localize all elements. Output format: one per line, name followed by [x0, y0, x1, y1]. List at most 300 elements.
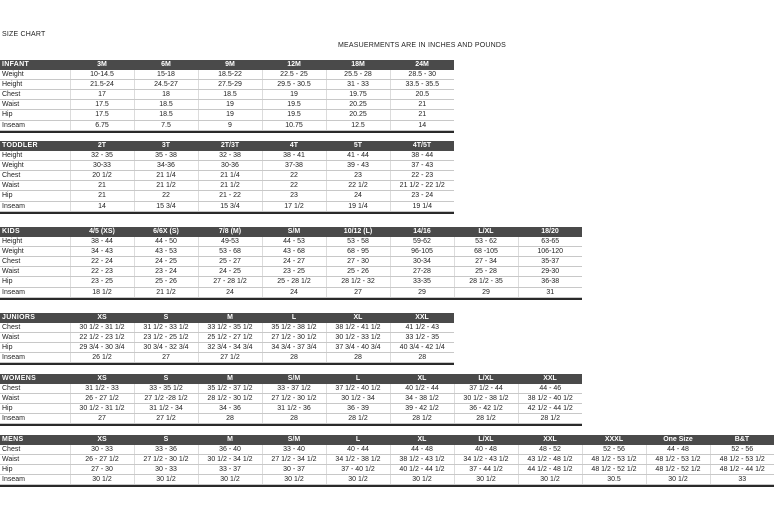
measurement-value: 25 1/2 - 27 1/2 [198, 332, 262, 342]
measurement-value: 23 [326, 170, 390, 180]
size-header: 14/16 [390, 227, 454, 237]
size-header: 4T [262, 141, 326, 151]
measurement-value: 18.5-22 [198, 70, 262, 80]
measurement-value: 18 1/2 [70, 287, 134, 297]
kids-header-row [0, 227, 582, 237]
measurement-value: 30 1/2 - 31 1/2 [70, 403, 134, 413]
measurement-value: 96-105 [390, 246, 454, 256]
measurement-value: 34 3/4 - 37 3/4 [262, 342, 326, 352]
size-header: M [198, 374, 262, 384]
measurement-value: 20.5 [390, 89, 454, 99]
measurement-value: 53 - 62 [454, 237, 518, 247]
measurement-value: 48 1/2 - 53 1/2 [582, 454, 646, 464]
measurement-value: 35 1/2 - 38 1/2 [262, 323, 326, 333]
measurement-value: 30 1/2 [390, 475, 454, 485]
measurement-value: 6.75 [70, 120, 134, 130]
measurement-value: 27 [134, 353, 198, 363]
size-header: L [326, 435, 390, 445]
measurement-value: 34-36 [134, 160, 198, 170]
measurement-value: 33 - 40 [262, 445, 326, 455]
table-row [0, 393, 582, 403]
size-header: 12M [262, 60, 326, 70]
measurement-value: 21 1/2 [134, 287, 198, 297]
table-row [0, 79, 454, 89]
measurement-value: 30-36 [198, 160, 262, 170]
table-row [0, 454, 774, 464]
measurement-label: Hip [0, 277, 70, 287]
measurement-label: Chest [0, 384, 70, 394]
measurement-value: 34 - 38 1/2 [390, 393, 454, 403]
table-row [0, 100, 454, 110]
measurement-value: 22 1/2 [326, 181, 390, 191]
measurement-value: 27 1/2 -28 1/2 [134, 393, 198, 403]
measurement-label: Waist [0, 393, 70, 403]
table-row [0, 191, 454, 201]
measurement-value: 19 [262, 89, 326, 99]
measurement-label: Waist [0, 181, 70, 191]
juniors-size-table [0, 313, 454, 363]
measurement-value: 28 1/2 [390, 414, 454, 424]
measurement-value: 17 [70, 89, 134, 99]
measurement-value: 29 [390, 287, 454, 297]
measurement-value: 10.75 [262, 120, 326, 130]
measurement-value: 18.5 [134, 110, 198, 120]
measurement-value: 59-62 [390, 237, 454, 247]
size-header: XXL [518, 374, 582, 384]
measurement-value: 17.5 [70, 110, 134, 120]
measurement-value: 44 - 46 [518, 384, 582, 394]
measurement-value: 33 1/2 - 35 [390, 332, 454, 342]
measurement-value: 33 - 36 [134, 445, 198, 455]
measurement-value: 35 1/2 - 37 1/2 [198, 384, 262, 394]
measurement-value: 63-65 [518, 237, 582, 247]
size-header: XL [390, 435, 454, 445]
measurement-label: Chest [0, 89, 70, 99]
size-header: L [326, 374, 390, 384]
table-row [0, 277, 582, 287]
measurement-value: 40 - 44 [326, 445, 390, 455]
table-row [0, 287, 582, 297]
measurement-value: 36-38 [518, 277, 582, 287]
section-title: JUNIORS [0, 313, 70, 323]
measurement-value: 39 - 42 1/2 [390, 403, 454, 413]
measurement-value: 33 - 35 1/2 [134, 384, 198, 394]
infant-size-table [0, 60, 454, 131]
measurement-value: 27 - 30 [326, 256, 390, 266]
measurement-value: 25 - 28 [454, 267, 518, 277]
section-title: MENS [0, 435, 70, 445]
measurement-value: 36 - 39 [326, 403, 390, 413]
measurement-value: 38 1/2 - 40 1/2 [518, 393, 582, 403]
mens-size-table [0, 435, 774, 485]
measurement-value: 30-34 [390, 256, 454, 266]
measurement-label: Inseam [0, 414, 70, 424]
measurement-value: 19 1/4 [326, 201, 390, 211]
measurement-value: 32 - 38 [198, 151, 262, 161]
measurement-value: 38 - 44 [390, 151, 454, 161]
measurement-value: 31 [518, 287, 582, 297]
measurement-value: 41 - 44 [326, 151, 390, 161]
measurement-value: 37 - 40 1/2 [326, 464, 390, 474]
measurement-label: Inseam [0, 287, 70, 297]
measurement-value: 34 - 43 [70, 246, 134, 256]
size-header: One Size [646, 435, 710, 445]
measurement-label: Hip [0, 191, 70, 201]
measurement-value: 21 [70, 191, 134, 201]
measurement-value: 38 1/2 - 43 1/2 [390, 454, 454, 464]
size-header: L [262, 313, 326, 323]
measurement-value: 37 1/2 - 40 1/2 [326, 384, 390, 394]
measurement-value: 68 - 95 [326, 246, 390, 256]
measurement-label: Inseam [0, 201, 70, 211]
table-row [0, 267, 582, 277]
measurement-value: 28 1/2 [454, 414, 518, 424]
measurement-value: 25 - 26 [134, 277, 198, 287]
toddler-size-table [0, 141, 454, 212]
measurement-value: 22 - 24 [70, 256, 134, 266]
measurement-value: 21.5-24 [70, 79, 134, 89]
size-header: L/XL [454, 227, 518, 237]
measurement-value: 24 - 25 [198, 267, 262, 277]
measurement-value: 30-33 [70, 160, 134, 170]
table-row [0, 120, 454, 130]
measurement-value: 27 [70, 414, 134, 424]
measurement-value: 30 1/2 [646, 475, 710, 485]
measurement-value: 27 - 30 [70, 464, 134, 474]
measurement-value: 32 3/4 - 34 3/4 [198, 342, 262, 352]
measurement-value: 40 3/4 - 42 1/4 [390, 342, 454, 352]
table-row [0, 342, 454, 352]
measurement-value: 22 1/2 - 23 1/2 [70, 332, 134, 342]
measurement-label: Hip [0, 403, 70, 413]
measurement-value: 43 - 68 [262, 246, 326, 256]
table-row [0, 353, 454, 363]
measurement-value: 34 1/2 - 43 1/2 [454, 454, 518, 464]
measurement-value: 21 1/2 - 22 1/2 [390, 181, 454, 191]
table-row [0, 332, 454, 342]
measurement-value: 21 [70, 181, 134, 191]
measurement-value: 30 1/2 - 34 1/2 [198, 454, 262, 464]
measurement-value: 53 - 58 [326, 237, 390, 247]
size-header: 6M [134, 60, 198, 70]
size-header: 10/12 (L) [326, 227, 390, 237]
measurement-value: 23 1/2 - 25 1/2 [134, 332, 198, 342]
measurement-value: 27 1/2 - 30 1/2 [262, 332, 326, 342]
measurement-value: 38 1/2 - 41 1/2 [326, 323, 390, 333]
measurement-label: Height [0, 237, 70, 247]
measurement-value: 33.5 - 35.5 [390, 79, 454, 89]
table-row [0, 256, 582, 266]
measurement-value: 52 - 56 [710, 445, 774, 455]
size-header: 24M [390, 60, 454, 70]
size-header: 4/5 (XS) [70, 227, 134, 237]
measurement-value: 34 1/2 - 38 1/2 [326, 454, 390, 464]
measurement-label: Waist [0, 332, 70, 342]
measurement-label: Waist [0, 454, 70, 464]
measurement-value: 15 3/4 [134, 201, 198, 211]
size-header: S/M [262, 374, 326, 384]
size-header: 6/6X (S) [134, 227, 198, 237]
measurement-value: 26 1/2 [70, 353, 134, 363]
measurement-value: 30 1/2 - 33 1/2 [326, 332, 390, 342]
measurement-value: 30 1/2 [326, 475, 390, 485]
measurement-value: 9 [198, 120, 262, 130]
measurement-value: 21 1/4 [134, 170, 198, 180]
measurement-value: 30 3/4 - 32 3/4 [134, 342, 198, 352]
table-row [0, 475, 774, 485]
juniors-bottom-rule [0, 363, 454, 365]
measurement-label: Chest [0, 256, 70, 266]
measurement-value: 35-37 [518, 256, 582, 266]
measurement-value: 37 - 43 [390, 160, 454, 170]
measurement-label: Inseam [0, 475, 70, 485]
measurement-value: 20 1/2 [70, 170, 134, 180]
size-header: 9M [198, 60, 262, 70]
measurement-label: Hip [0, 110, 70, 120]
measurement-value: 17 1/2 [262, 201, 326, 211]
size-header: 5T [326, 141, 390, 151]
womens-header-row [0, 374, 582, 384]
measurement-value: 28 [326, 353, 390, 363]
measurement-value: 17.5 [70, 100, 134, 110]
measurement-value: 31 1/2 - 33 1/2 [134, 323, 198, 333]
measurement-value: 12.5 [326, 120, 390, 130]
table-row [0, 70, 454, 80]
mens-bottom-rule [0, 485, 774, 487]
measurement-value: 24 - 25 [134, 256, 198, 266]
measurement-value: 27 1/2 - 34 1/2 [262, 454, 326, 464]
measurement-value: 28 1/2 - 32 [326, 277, 390, 287]
measurement-value: 26 - 27 1/2 [70, 393, 134, 403]
size-header: 3M [70, 60, 134, 70]
measurement-value: 44 - 53 [262, 237, 326, 247]
measurement-value: 30 1/2 [518, 475, 582, 485]
measurement-value: 23 [262, 191, 326, 201]
table-row [0, 170, 454, 180]
measurement-value: 30.5 [582, 475, 646, 485]
measurement-value: 37 3/4 - 40 3/4 [326, 342, 390, 352]
mens-header-row [0, 435, 774, 445]
measurement-value: 21 [390, 110, 454, 120]
measurement-value: 22 [134, 191, 198, 201]
measurement-value: 29-30 [518, 267, 582, 277]
measurement-value: 21 1/2 [198, 181, 262, 191]
measurement-value: 30 1/2 - 31 1/2 [70, 323, 134, 333]
size-header: 18M [326, 60, 390, 70]
size-header: XL [390, 374, 454, 384]
measurement-value: 38 - 44 [70, 237, 134, 247]
measurement-value: 27 1/2 [198, 353, 262, 363]
measurement-value: 27 - 28 1/2 [198, 277, 262, 287]
measurement-label: Hip [0, 464, 70, 474]
measurement-value: 33 - 37 1/2 [262, 384, 326, 394]
measurement-label: Height [0, 151, 70, 161]
size-header: XXL [518, 435, 582, 445]
measurement-value: 40 1/2 - 44 1/2 [390, 464, 454, 474]
measurement-value: 24 [198, 287, 262, 297]
measurement-value: 36 - 42 1/2 [454, 403, 518, 413]
measurement-value: 18.5 [134, 100, 198, 110]
measurement-value: 48 1/2 - 52 1/2 [582, 464, 646, 474]
measurement-label: Weight [0, 70, 70, 80]
measurement-value: 30 - 33 [70, 445, 134, 455]
measurement-value: 28 1/2 - 30 1/2 [198, 393, 262, 403]
measurement-value: 43 1/2 - 48 1/2 [518, 454, 582, 464]
measurement-value: 30 - 33 [134, 464, 198, 474]
table-row [0, 160, 454, 170]
measurement-value: 31 1/2 - 36 [262, 403, 326, 413]
size-header: L/XL [454, 435, 518, 445]
measurement-value: 15 3/4 [198, 201, 262, 211]
table-row [0, 201, 454, 211]
measurement-label: Chest [0, 323, 70, 333]
measurement-value: 23 - 25 [262, 267, 326, 277]
table-row [0, 403, 582, 413]
measurement-label: Chest [0, 445, 70, 455]
measurement-value: 44 - 48 [646, 445, 710, 455]
measurement-value: 24 [326, 191, 390, 201]
size-header: XXL [390, 313, 454, 323]
table-row [0, 89, 454, 99]
measurement-value: 27 1/2 [134, 414, 198, 424]
table-row [0, 414, 582, 424]
measurement-value: 15-18 [134, 70, 198, 80]
measurement-label: Waist [0, 267, 70, 277]
measurement-value: 22 - 23 [390, 170, 454, 180]
measurement-value: 28 [262, 414, 326, 424]
measurement-value: 40 1/2 - 44 [390, 384, 454, 394]
measurement-value: 48 1/2 - 53 1/2 [646, 454, 710, 464]
measurement-value: 28 1/2 - 35 [454, 277, 518, 287]
measurement-value: 68 -105 [454, 246, 518, 256]
size-header: XL [326, 313, 390, 323]
measurement-value: 19 [198, 100, 262, 110]
table-row [0, 464, 774, 474]
table-row [0, 151, 454, 161]
size-header: B&T [710, 435, 774, 445]
measurement-label: Weight [0, 160, 70, 170]
measurement-value: 42 1/2 - 44 1/2 [518, 403, 582, 413]
measurement-value: 25 - 28 1/2 [262, 277, 326, 287]
womens-bottom-rule [0, 424, 582, 426]
measurement-value: 37-38 [262, 160, 326, 170]
measurement-value: 20.25 [326, 110, 390, 120]
measurement-label: Inseam [0, 353, 70, 363]
measurement-value: 19.75 [326, 89, 390, 99]
section-title: WOMENS [0, 374, 70, 384]
measurement-value: 23 - 25 [70, 277, 134, 287]
measurement-value: 44 - 48 [390, 445, 454, 455]
measurement-value: 30 1/2 - 38 1/2 [454, 393, 518, 403]
measurement-value: 44 - 50 [134, 237, 198, 247]
measurement-value: 23 - 24 [134, 267, 198, 277]
size-header: 18/20 [518, 227, 582, 237]
kids-bottom-rule [0, 298, 582, 300]
measurement-value: 49-53 [198, 237, 262, 247]
size-header: 4T/5T [390, 141, 454, 151]
measurement-value: 48 - 52 [518, 445, 582, 455]
size-header: S/M [262, 435, 326, 445]
measurement-value: 18.5 [198, 89, 262, 99]
measurement-label: Chest [0, 170, 70, 180]
measurement-value: 24 - 27 [262, 256, 326, 266]
table-row [0, 110, 454, 120]
measurement-value: 27 - 34 [454, 256, 518, 266]
table-row [0, 181, 454, 191]
measurement-value: 30 - 37 [262, 464, 326, 474]
measurement-value: 27-28 [390, 267, 454, 277]
measurement-value: 106-120 [518, 246, 582, 256]
measurement-value: 21 1/4 [198, 170, 262, 180]
units-note: MEASUERMENTS ARE IN INCHES AND POUNDS [338, 42, 507, 49]
measurement-value: 7.5 [134, 120, 198, 130]
measurement-value: 24 [262, 287, 326, 297]
measurement-value: 20.25 [326, 100, 390, 110]
size-header: S/M [262, 227, 326, 237]
measurement-value: 21 [390, 100, 454, 110]
size-header: 2T [70, 141, 134, 151]
measurement-value: 36 - 40 [198, 445, 262, 455]
measurement-value: 41 1/2 - 43 [390, 323, 454, 333]
size-header: XS [70, 313, 134, 323]
measurement-value: 48 1/2 - 53 1/2 [710, 454, 774, 464]
measurement-value: 29 3/4 - 30 3/4 [70, 342, 134, 352]
measurement-value: 28 [262, 353, 326, 363]
womens-size-table [0, 374, 582, 424]
measurement-value: 33 - 37 [198, 464, 262, 474]
measurement-value: 14 [70, 201, 134, 211]
measurement-label: Weight [0, 246, 70, 256]
size-header: S [134, 374, 198, 384]
measurement-value: 22 [262, 170, 326, 180]
measurement-value: 29 [454, 287, 518, 297]
measurement-value: 27 [326, 287, 390, 297]
size-header: M [198, 435, 262, 445]
measurement-value: 22.5 - 25 [262, 70, 326, 80]
measurement-label: Height [0, 79, 70, 89]
table-row [0, 384, 582, 394]
measurement-value: 26 - 27 1/2 [70, 454, 134, 464]
measurement-value: 23 - 24 [390, 191, 454, 201]
measurement-label: Waist [0, 100, 70, 110]
measurement-label: Hip [0, 342, 70, 352]
measurement-value: 30 1/2 [454, 475, 518, 485]
measurement-value: 31 1/2 - 34 [134, 403, 198, 413]
measurement-value: 19 [198, 110, 262, 120]
section-title: INFANT [0, 60, 70, 70]
measurement-value: 14 [390, 120, 454, 130]
measurement-value: 10-14.5 [70, 70, 134, 80]
table-row [0, 323, 454, 333]
measurement-value: 19.5 [262, 100, 326, 110]
measurement-value: 22 [262, 181, 326, 191]
measurement-value: 25 - 27 [198, 256, 262, 266]
table-row [0, 445, 774, 455]
measurement-value: 30 1/2 - 34 [326, 393, 390, 403]
measurement-value: 38 - 41 [262, 151, 326, 161]
measurement-value: 27 1/2 - 30 1/2 [262, 393, 326, 403]
size-header: 3T [134, 141, 198, 151]
kids-size-table [0, 227, 582, 298]
page-title: SIZE CHART [2, 31, 46, 38]
measurement-label: Inseam [0, 120, 70, 130]
section-title: KIDS [0, 227, 70, 237]
section-title: TODDLER [0, 141, 70, 151]
measurement-value: 39 - 43 [326, 160, 390, 170]
measurement-value: 28.5 - 30 [390, 70, 454, 80]
measurement-value: 30 1/2 [198, 475, 262, 485]
size-header: XS [70, 374, 134, 384]
